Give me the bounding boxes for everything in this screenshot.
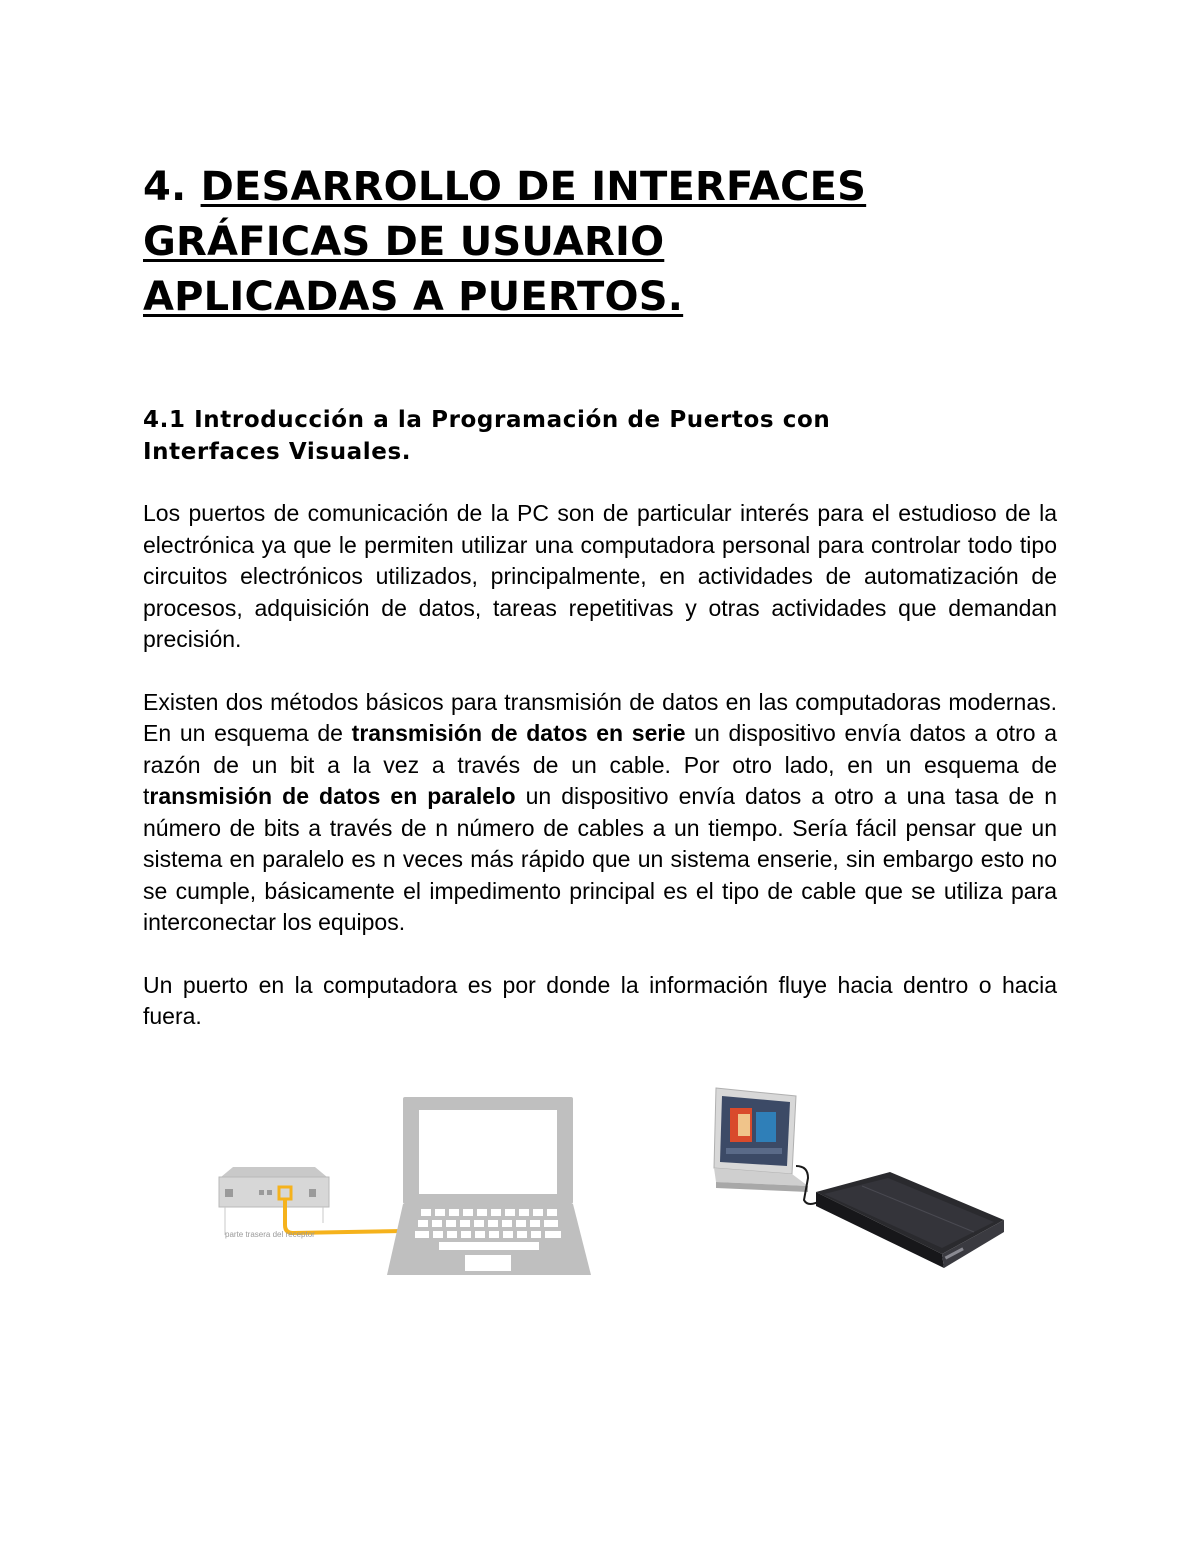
cable-line bbox=[285, 1199, 403, 1233]
section-title-line-2: Interfaces Visuales. bbox=[143, 439, 412, 465]
paragraph-transmission-text-e: un dispositivo envía datos a otro a una tasa de n número de bits a través de n número de cables a un tiempo. Sería fácil pensar que un sistema en paralelo es n veces más rápido que un sistema enserie, sin embargo esto no se cumple, básicamente el impedimento principal es el tipo de cable que se utiliza para interconectar los equipos. bbox=[143, 783, 1057, 935]
document-body bbox=[143, 160, 1057, 1033]
paragraph-transmission bbox=[143, 687, 1057, 939]
term-serial-transmission: transmisión de datos en serie bbox=[351, 720, 686, 746]
receiver-caption: parte trasera del receptor bbox=[225, 1230, 315, 1239]
paragraph-intro: Los puertos de comunicación de la PC son de particular interés para el estudioso de la electrónica ya que le permiten utilizar una computadora personal para controlar todo tipo circuitos electrónicos utilizados, principalmente, en actividades de automatización de procesos, adquisición de datos, tareas repetitivas y otras actividades que demandan precisión. bbox=[143, 500, 1057, 652]
receiver-device-icon bbox=[219, 1167, 329, 1235]
laptop-photo bbox=[714, 1088, 808, 1192]
scanner-device-icon bbox=[816, 1172, 1004, 1268]
chapter-title-line-2: GRÁFICAS DE USUARIO bbox=[143, 219, 665, 265]
chapter-number: 4. bbox=[143, 164, 187, 210]
laptop-icon bbox=[387, 1097, 591, 1275]
receiver-laptop-illustration bbox=[215, 1095, 595, 1280]
paragraph-transmission-text-a: Existen dos métodos básicos para transmisión de datos en las computadoras modernas. En un esquema de bbox=[143, 688, 1057, 746]
paragraph-transmission-text-c: un dispositivo envía datos a otro a razón de un bit a la vez a través de un cable. Por otro lado, en un esquema de t bbox=[143, 720, 1057, 809]
chapter-title-line-1: DESARROLLO DE INTERFACES bbox=[200, 164, 867, 210]
section-heading bbox=[143, 404, 1057, 468]
term-parallel-transmission: ransmisión de datos en paralelo bbox=[149, 783, 516, 809]
chapter-title-line-3: APLICADAS A PUERTOS. bbox=[143, 274, 684, 320]
paragraph-port-definition: Un puerto en la computadora es por donde la información fluye hacia dentro o hacia fuera. bbox=[143, 971, 1057, 1029]
scanner-cable bbox=[796, 1166, 822, 1204]
scanner-laptop-photo bbox=[712, 1082, 1012, 1282]
chapter-heading bbox=[143, 160, 1057, 325]
section-title-line-1: 4.1 Introducción a la Programación de Puertos con bbox=[143, 407, 831, 433]
